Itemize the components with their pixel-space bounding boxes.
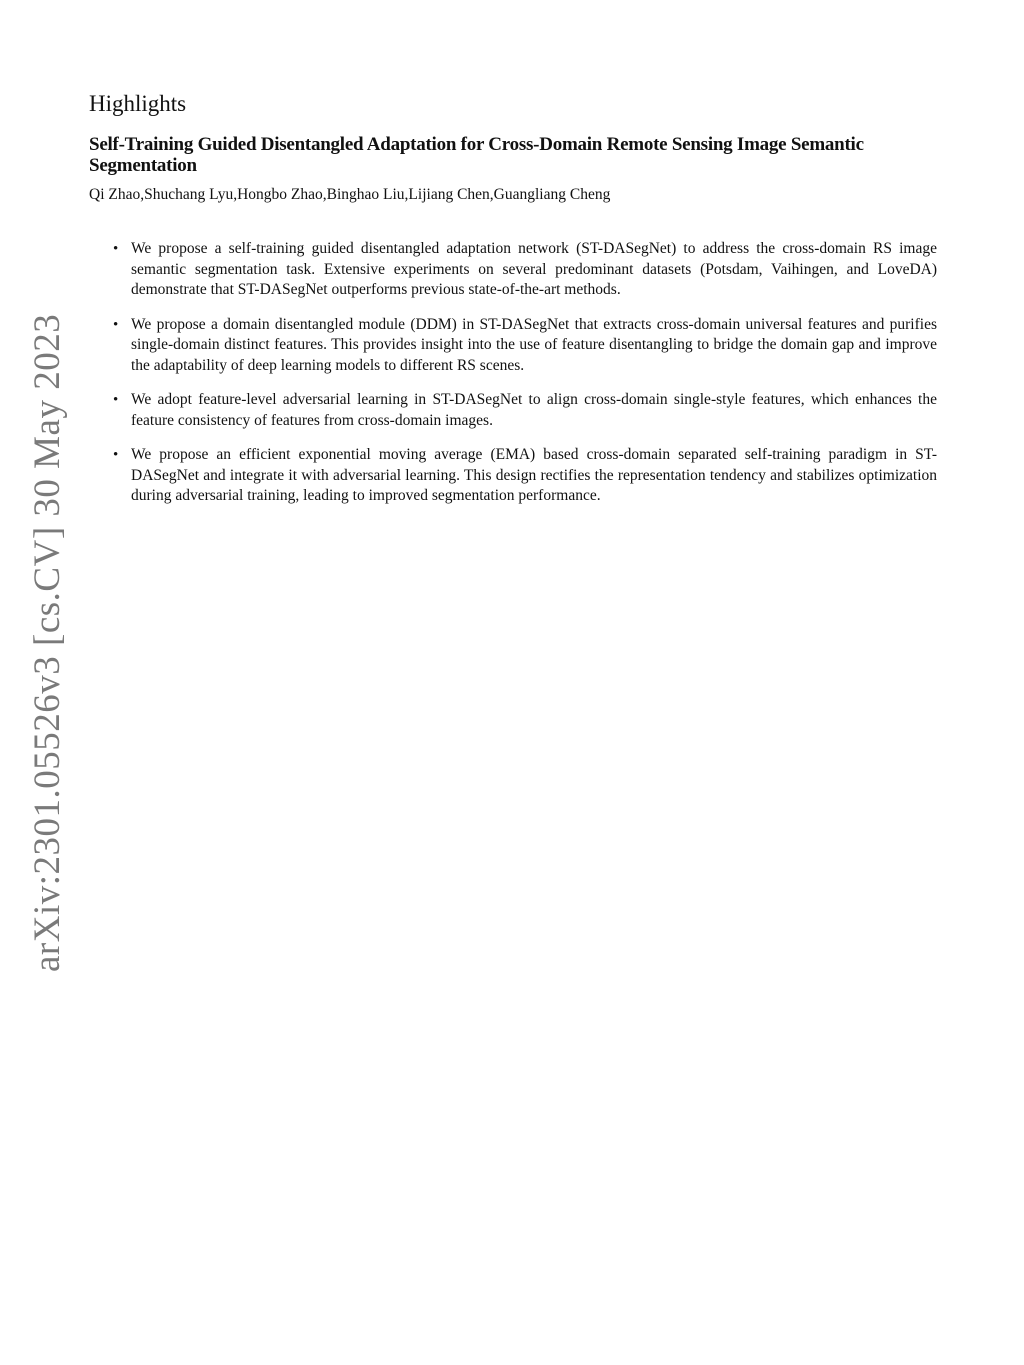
bullet-icon: • xyxy=(113,316,119,333)
highlight-item xyxy=(89,390,937,431)
author-list: Qi Zhao,Shuchang Lyu,Hongbo Zhao,Binghao Liu,Lijiang Chen,Guangliang Cheng xyxy=(89,186,611,203)
highlight-item xyxy=(89,445,937,507)
highlights-list xyxy=(89,239,937,507)
bullet-icon: • xyxy=(113,241,119,257)
highlight-text: We adopt feature-level adversarial learning in ST-DASegNet to align cross-domain single-style features, which enhances the feature consistency of features from cross-domain images. xyxy=(131,391,937,429)
paper-title: Self-Training Guided Disentangled Adaptation for Cross-Domain Remote Sensing Image Semantic Segmentation xyxy=(89,134,864,176)
bullet-icon: • xyxy=(113,392,119,408)
highlight-item xyxy=(89,315,937,377)
highlight-text: We propose a domain disentangled module (DDM) in ST-DASegNet that extracts cross-domain universal features and purifies single-domain distinct features. This provides insight into the use of feature disentangling to bridge the domain gap and improve the adaptability of deep learning models to different RS scenes. xyxy=(131,315,937,374)
highlights-page xyxy=(89,88,937,521)
page-heading: Highlights xyxy=(89,91,187,116)
arxiv-identifier: arXiv:2301.05526v3 [cs.CV] 30 May 2023 xyxy=(27,313,68,972)
highlight-text: We propose an efficient exponential moving average (EMA) based cross-domain separated self-training paradigm in ST-DASegNet and integrate it with adversarial learning. This design rectifies the representation tendency and stabilizes optimization during adversarial training, leading to improved segmentation performance. xyxy=(131,446,937,504)
bullet-icon: • xyxy=(113,447,119,463)
highlight-text: We propose a self-training guided disentangled adaptation network (ST-DASegNet) to address the cross-domain RS image semantic segmentation task. Extensive experiments on several predominant datasets (Potsdam, Vaihingen, and LoveDA) demonstrate that ST-DASegNet outperforms previous state-of-the-art methods. xyxy=(131,240,937,298)
highlight-item xyxy=(89,239,937,301)
